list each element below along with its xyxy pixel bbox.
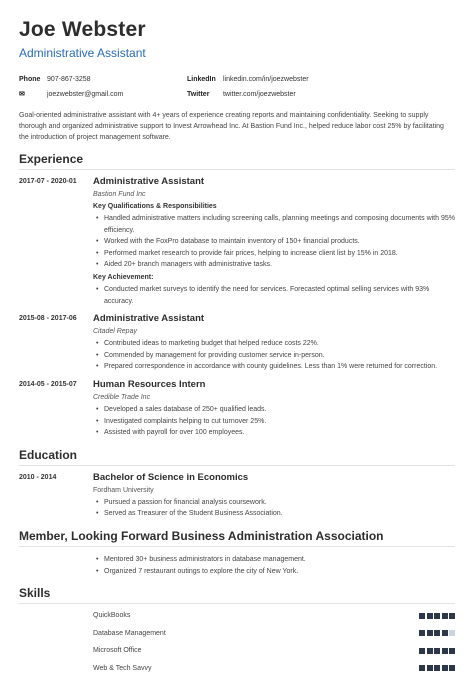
skill-name: Microsoft Office xyxy=(93,647,142,655)
skills-heading: Skills xyxy=(19,586,455,604)
bullet-item: • Contributed ideas to marketing budget that helped reduce costs 22%. xyxy=(104,338,455,350)
skill-level-square xyxy=(434,613,440,619)
phone-row xyxy=(19,72,187,87)
contact-block xyxy=(19,72,455,102)
experience-entry xyxy=(19,313,455,373)
entry-date: 2010 - 2014 xyxy=(19,473,57,481)
entry-body xyxy=(93,472,455,520)
entry-date: 2014-05 - 2015-07 xyxy=(19,380,77,388)
experience-heading: Experience xyxy=(19,152,455,170)
entry-body xyxy=(93,313,455,373)
twitter-row xyxy=(187,87,355,102)
linkedin-label: LinkedIn xyxy=(187,76,216,83)
degree-title: Bachelor of Science in Economics xyxy=(93,471,249,483)
skill-row xyxy=(93,625,455,643)
skill-level-square xyxy=(442,630,448,636)
achievement-label: Key Achievement: xyxy=(93,273,154,281)
bullet-item: • Organized 7 restaurant outings to explore the city of New York. xyxy=(104,566,455,578)
skill-rating xyxy=(419,630,455,636)
entry-date-empty xyxy=(19,553,93,577)
bullet-item: • Pursued a passion for financial analysis coursework. xyxy=(104,497,455,509)
skill-rating xyxy=(419,665,455,671)
skill-level-square xyxy=(419,665,425,671)
phone-value: 907-867-3258 xyxy=(46,76,91,83)
bullet-list xyxy=(93,554,455,577)
bullet-list xyxy=(93,284,455,307)
skill-level-square xyxy=(427,665,433,671)
contact-col-right xyxy=(187,72,355,102)
skill-name: QuickBooks xyxy=(93,612,131,620)
skill-level-square xyxy=(442,648,448,654)
qualifications-label: Key Qualifications & Responsibilities xyxy=(93,203,217,210)
experience-entry xyxy=(19,176,455,307)
email-value[interactable]: joezwebster@gmail.com xyxy=(46,91,124,98)
skill-level-square xyxy=(427,648,433,654)
job-title: Administrative Assistant xyxy=(93,313,205,325)
job-title: Administrative Assistant xyxy=(93,176,205,187)
twitter-value[interactable]: twitter.com/joezwebster xyxy=(222,91,296,98)
job-title: Human Resources Intern xyxy=(93,378,206,390)
contact-col-left xyxy=(19,72,187,102)
entry-date: 2017-07 - 2020-01 xyxy=(19,178,77,185)
summary-text: Goal-oriented administrative assistant with 4+ years of experience creating reports and maintaining confidentiality. Seeking to supply thorough and organized administrative support to Invest Arrowhead Inc. At Bastion Fund Inc., helped reduce labor cost 25% by facilitating the introduction of project management software. xyxy=(19,112,444,141)
entry-body xyxy=(93,176,455,307)
skill-level-square xyxy=(434,630,440,636)
skill-level-square xyxy=(427,630,433,636)
education-heading: Education xyxy=(19,448,455,466)
skill-level-square xyxy=(419,630,425,636)
skill-level-square xyxy=(449,648,455,654)
bullet-item: • Worked with the FoxPro database to maintain inventory of 150+ financial products. xyxy=(104,236,455,248)
email-icon: ✉ xyxy=(19,91,25,98)
linkedin-row xyxy=(187,72,355,87)
bullet-item: • Conducted market surveys to identify the need for services. Forecasted optimal selling services with 93% accuracy. xyxy=(104,284,455,307)
bullet-item: • Assisted with payroll for over 100 employees. xyxy=(104,427,455,439)
entry-date: 2015-08 - 2017-06 xyxy=(19,315,77,323)
school-name: Fordham University xyxy=(93,486,154,494)
bullet-item: • Developed a sales database of 250+ qualified leads. xyxy=(104,404,455,416)
skill-level-square xyxy=(442,665,448,671)
bullet-list xyxy=(93,338,455,373)
phone-label: Phone xyxy=(19,76,41,83)
skill-level-square xyxy=(419,613,425,619)
skill-level-square xyxy=(449,665,455,671)
linkedin-value[interactable]: linkedin.com/in/joezwebster xyxy=(222,76,309,83)
skills-list xyxy=(19,607,455,677)
bullet-item: • Investigated complaints helping to cut turnover 25%. xyxy=(104,416,455,428)
email-row xyxy=(19,87,187,102)
bullet-item: • Mentored 30+ business administrators in database management. xyxy=(104,554,455,566)
skill-level-square xyxy=(434,648,440,654)
bullet-item: • Commended by management for providing customer service in-person. xyxy=(104,350,455,362)
skill-level-square xyxy=(449,613,455,619)
bullet-list xyxy=(93,213,455,271)
experience-entry xyxy=(19,379,455,439)
skill-row xyxy=(93,642,455,660)
entry-body xyxy=(93,553,455,577)
bullet-item: • Handled administrative matters including screening calls, planning meetings and composing documents with 95% efficiency. xyxy=(104,213,455,236)
bullet-item: • Prepared correspondence in accordance with county guidelines. Less than 1% were returned for correction. xyxy=(104,361,455,373)
company-name: Credible Trade Inc xyxy=(93,393,151,401)
membership-entry xyxy=(19,553,455,577)
skill-name: Database Management xyxy=(93,629,166,637)
bullet-item: • Served as Treasurer of the Student Business Association. xyxy=(104,508,455,520)
twitter-label: Twitter xyxy=(187,91,210,98)
entry-body xyxy=(93,379,455,439)
company-name: Bastion Fund Inc xyxy=(93,191,146,198)
membership-heading: Member, Looking Forward Business Administration Association xyxy=(19,529,455,547)
skill-level-square xyxy=(419,648,425,654)
bullet-item: • Aided 20+ branch managers with administrative tasks. xyxy=(104,259,455,271)
candidate-name: Joe Webster xyxy=(19,18,146,41)
bullet-item: • Performed market research to provide fair prices, helping to increase client list by 15% in 2018. xyxy=(104,248,455,260)
bullet-list xyxy=(93,497,455,520)
education-entry xyxy=(19,472,455,520)
company-name: Citadel Repay xyxy=(93,328,137,336)
bullet-list xyxy=(93,404,455,439)
skill-rating xyxy=(419,648,455,654)
skill-level-square xyxy=(434,665,440,671)
skill-level-square xyxy=(427,613,433,619)
skill-name: Web & Tech Savvy xyxy=(93,664,152,672)
skill-row xyxy=(93,607,455,625)
skill-rating xyxy=(419,613,455,619)
skill-level-square xyxy=(442,613,448,619)
candidate-title: Administrative Assistant xyxy=(19,46,146,60)
skill-row xyxy=(93,660,455,677)
skill-level-square xyxy=(449,630,455,636)
